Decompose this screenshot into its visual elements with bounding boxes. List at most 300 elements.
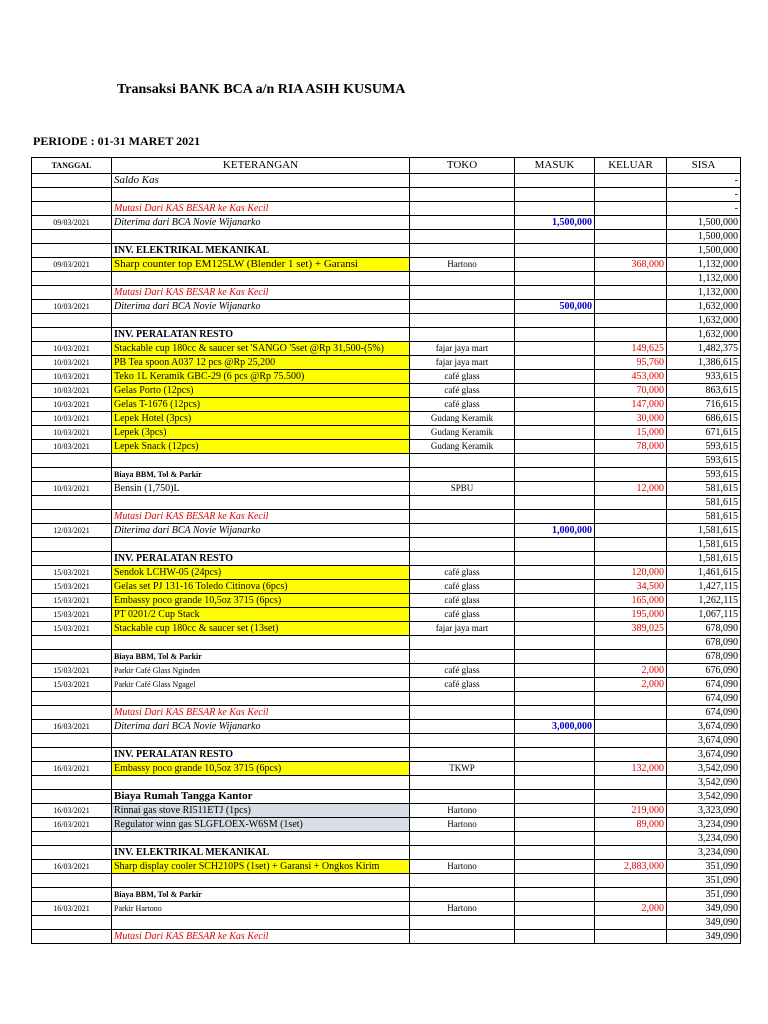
keluar-cell: 120,000 [595,566,667,580]
keluar-cell [595,552,667,566]
table-row [32,202,741,216]
table-row [32,510,741,524]
description-cell: Mutasi Dari KAS BESAR ke Kas Kecil [112,930,410,944]
keluar-cell [595,874,667,888]
keluar-cell [595,776,667,790]
store-cell [410,510,515,524]
table-header-row [32,158,741,174]
date-cell: 15/03/2021 [32,664,112,678]
description-cell: Lepek Snack (12pcs) [112,440,410,454]
table-row [32,762,741,776]
masuk-cell [515,622,595,636]
keluar-cell [595,636,667,650]
keluar-cell [595,286,667,300]
table-row [32,286,741,300]
description-cell: Embassy poco grande 10,5oz 3715 (6pcs) [112,762,410,776]
description-cell: INV. PERALATAN RESTO [112,328,410,342]
sisa-cell: 678,090 [667,622,741,636]
sisa-cell: 1,500,000 [667,216,741,230]
date-cell: 10/03/2021 [32,300,112,314]
sisa-cell: 1,067,115 [667,608,741,622]
description-cell: Lepek (3pcs) [112,426,410,440]
keluar-cell: 34,500 [595,580,667,594]
table-row [32,272,741,286]
date-cell: 15/03/2021 [32,580,112,594]
masuk-cell [515,608,595,622]
date-cell [32,916,112,930]
masuk-cell: 1,500,000 [515,216,595,230]
sisa-cell: 3,542,090 [667,790,741,804]
description-cell [112,314,410,328]
table-row [32,524,741,538]
header-toko: TOKO [410,158,515,174]
table-row [32,412,741,426]
store-cell [410,888,515,902]
table-row [32,860,741,874]
date-cell: 16/03/2021 [32,762,112,776]
table-row [32,440,741,454]
description-cell: Biaya Rumah Tangga Kantor [112,790,410,804]
description-cell: Mutasi Dari KAS BESAR ke Kas Kecil [112,706,410,720]
sisa-cell: 933,615 [667,370,741,384]
sisa-cell: 1,132,000 [667,286,741,300]
store-cell: Hartono [410,818,515,832]
description-cell: Biaya BBM, Tol & Parkir [112,468,410,482]
keluar-cell: 219,000 [595,804,667,818]
store-cell: café glass [410,594,515,608]
description-cell: Diterima dari BCA Novie Wijanarko [112,720,410,734]
description-cell: Parkir Café Glass Nginden [112,664,410,678]
description-cell: Stackable cup 180cc & saucer set 'SANGO '5set @Rp 31,500-(5%) [112,342,410,356]
date-cell: 09/03/2021 [32,258,112,272]
keluar-cell: 15,000 [595,426,667,440]
masuk-cell [515,888,595,902]
sisa-cell: 3,674,090 [667,748,741,762]
sisa-cell: 581,615 [667,510,741,524]
sisa-cell: 678,090 [667,636,741,650]
masuk-cell [515,790,595,804]
masuk-cell [515,342,595,356]
masuk-cell [515,566,595,580]
sisa-cell: 3,674,090 [667,720,741,734]
keluar-cell: 195,000 [595,608,667,622]
description-cell [112,230,410,244]
masuk-cell [515,510,595,524]
date-cell: 16/03/2021 [32,902,112,916]
table-row [32,188,741,202]
table-row [32,622,741,636]
sisa-cell: 593,615 [667,454,741,468]
keluar-cell: 2,000 [595,902,667,916]
keluar-cell [595,888,667,902]
description-cell [112,916,410,930]
description-cell: Sharp display cooler SCH210PS (1set) + Garansi + Ongkos Kirim [112,860,410,874]
masuk-cell [515,230,595,244]
header-tanggal: TANGGAL [32,158,112,174]
date-cell: 10/03/2021 [32,426,112,440]
masuk-cell [515,202,595,216]
sisa-cell: 581,615 [667,496,741,510]
store-cell: fajar jaya mart [410,342,515,356]
table-row [32,748,741,762]
keluar-cell [595,230,667,244]
table-row [32,552,741,566]
keluar-cell [595,202,667,216]
keluar-cell [595,468,667,482]
description-cell: INV. PERALATAN RESTO [112,748,410,762]
sisa-cell: - [667,202,741,216]
description-cell: INV. ELEKTRIKAL MEKANIKAL [112,244,410,258]
sisa-cell: 1,132,000 [667,258,741,272]
date-cell [32,272,112,286]
description-cell: Biaya BBM, Tol & Parkir [112,650,410,664]
description-cell: Parkir Café Glass Ngagel [112,678,410,692]
date-cell [32,188,112,202]
date-cell [32,832,112,846]
keluar-cell [595,734,667,748]
date-cell [32,692,112,706]
date-cell: 15/03/2021 [32,622,112,636]
table-row [32,230,741,244]
description-cell: Rinnai gas stove RI511ETJ (1pcs) [112,804,410,818]
keluar-cell: 2,883,000 [595,860,667,874]
header-sisa: SISA [667,158,741,174]
table-row [32,244,741,258]
header-masuk: MASUK [515,158,595,174]
table-row [32,720,741,734]
keluar-cell [595,538,667,552]
store-cell: café glass [410,384,515,398]
table-row [32,818,741,832]
store-cell [410,790,515,804]
sisa-cell: 671,615 [667,426,741,440]
table-row [32,608,741,622]
table-row [32,930,741,944]
header-keterangan: KETERANGAN [112,158,410,174]
description-cell: Embassy poco grande 10,5oz 3715 (6pcs) [112,594,410,608]
keluar-cell: 78,000 [595,440,667,454]
header-keluar: KELUAR [595,158,667,174]
date-cell [32,846,112,860]
store-cell: fajar jaya mart [410,356,515,370]
keluar-cell: 30,000 [595,412,667,426]
keluar-cell: 389,025 [595,622,667,636]
description-cell [112,454,410,468]
date-cell: 09/03/2021 [32,216,112,230]
store-cell: café glass [410,566,515,580]
masuk-cell [515,734,595,748]
store-cell [410,636,515,650]
sisa-cell: 581,615 [667,482,741,496]
sisa-cell: 3,674,090 [667,734,741,748]
date-cell [32,510,112,524]
table-row [32,650,741,664]
store-cell [410,706,515,720]
keluar-cell [595,454,667,468]
store-cell [410,552,515,566]
sisa-cell: 1,482,375 [667,342,741,356]
masuk-cell [515,776,595,790]
store-cell [410,300,515,314]
keluar-cell: 165,000 [595,594,667,608]
date-cell: 16/03/2021 [32,804,112,818]
store-cell: TKWP [410,762,515,776]
store-cell: café glass [410,370,515,384]
table-row [32,384,741,398]
masuk-cell [515,580,595,594]
keluar-cell [595,300,667,314]
store-cell [410,314,515,328]
sisa-cell: 1,500,000 [667,244,741,258]
masuk-cell [515,860,595,874]
masuk-cell [515,412,595,426]
date-cell [32,888,112,902]
date-cell: 16/03/2021 [32,720,112,734]
masuk-cell [515,188,595,202]
table-row [32,594,741,608]
masuk-cell [515,762,595,776]
date-cell: 10/03/2021 [32,370,112,384]
sisa-cell: 674,090 [667,706,741,720]
description-cell: Sharp counter top EM125LW (Blender 1 set) + Garansi [112,258,410,272]
masuk-cell [515,398,595,412]
table-row [32,300,741,314]
store-cell [410,244,515,258]
store-cell [410,454,515,468]
sisa-cell: 686,615 [667,412,741,426]
description-cell [112,636,410,650]
table-row [32,328,741,342]
store-cell: Gudang Keramik [410,412,515,426]
transaction-table [31,157,741,944]
masuk-cell [515,804,595,818]
masuk-cell [515,426,595,440]
store-cell: café glass [410,580,515,594]
sisa-cell: 3,542,090 [667,762,741,776]
description-cell: Mutasi Dari KAS BESAR ke Kas Kecil [112,286,410,300]
description-cell: Teko 1L Keramik GBC-29 (6 pcs @Rp 75.500) [112,370,410,384]
sisa-cell: 1,581,615 [667,524,741,538]
masuk-cell: 1,000,000 [515,524,595,538]
store-cell [410,916,515,930]
store-cell [410,272,515,286]
table-row [32,538,741,552]
keluar-cell [595,692,667,706]
masuk-cell [515,496,595,510]
store-cell: Gudang Keramik [410,426,515,440]
sisa-cell: 1,581,615 [667,538,741,552]
table-row [32,356,741,370]
table-row [32,342,741,356]
sisa-cell: 674,090 [667,678,741,692]
masuk-cell [515,846,595,860]
masuk-cell [515,930,595,944]
sisa-cell: 676,090 [667,664,741,678]
table-row [32,174,741,188]
keluar-cell [595,174,667,188]
store-cell [410,286,515,300]
description-cell [112,272,410,286]
masuk-cell: 3,000,000 [515,720,595,734]
sisa-cell: 593,615 [667,440,741,454]
sisa-cell: 716,615 [667,398,741,412]
masuk-cell [515,538,595,552]
masuk-cell [515,818,595,832]
table-row [32,916,741,930]
store-cell [410,328,515,342]
store-cell: fajar jaya mart [410,622,515,636]
description-cell: Mutasi Dari KAS BESAR ke Kas Kecil [112,510,410,524]
date-cell: 12/03/2021 [32,524,112,538]
table-body [32,174,741,944]
store-cell [410,496,515,510]
masuk-cell [515,468,595,482]
sisa-cell: 1,632,000 [667,328,741,342]
sisa-cell: 349,090 [667,916,741,930]
masuk-cell [515,874,595,888]
keluar-cell [595,916,667,930]
keluar-cell [595,496,667,510]
store-cell: SPBU [410,482,515,496]
keluar-cell [595,216,667,230]
masuk-cell [515,692,595,706]
sisa-cell: 1,262,115 [667,594,741,608]
sisa-cell: 3,323,090 [667,804,741,818]
date-cell [32,328,112,342]
description-cell: Parkir Hartono [112,902,410,916]
sisa-cell: 3,234,090 [667,818,741,832]
store-cell [410,720,515,734]
keluar-cell: 149,625 [595,342,667,356]
table-row [32,496,741,510]
table-row [32,426,741,440]
store-cell [410,468,515,482]
date-cell [32,454,112,468]
keluar-cell: 95,760 [595,356,667,370]
sisa-cell: 3,234,090 [667,832,741,846]
document-title: Transaksi BANK BCA a/n RIA ASIH KUSUMA [117,82,406,97]
description-cell: Mutasi Dari KAS BESAR ke Kas Kecil [112,202,410,216]
table-row [32,776,741,790]
description-cell [112,188,410,202]
date-cell [32,244,112,258]
store-cell [410,216,515,230]
store-cell: Hartono [410,902,515,916]
date-cell [32,706,112,720]
description-cell: Saldo Kas [112,174,410,188]
date-cell: 15/03/2021 [32,594,112,608]
store-cell [410,874,515,888]
date-cell [32,930,112,944]
keluar-cell [595,706,667,720]
masuk-cell [515,678,595,692]
sisa-cell: 349,090 [667,930,741,944]
date-cell [32,230,112,244]
masuk-cell [515,328,595,342]
description-cell [112,496,410,510]
sisa-cell: 1,132,000 [667,272,741,286]
sisa-cell: 1,386,615 [667,356,741,370]
masuk-cell [515,384,595,398]
date-cell [32,538,112,552]
sisa-cell: 863,615 [667,384,741,398]
table-row [32,216,741,230]
store-cell [410,846,515,860]
keluar-cell [595,188,667,202]
sisa-cell: 593,615 [667,468,741,482]
masuk-cell [515,370,595,384]
sisa-cell: 1,581,615 [667,552,741,566]
date-cell: 16/03/2021 [32,818,112,832]
store-cell [410,538,515,552]
sisa-cell: 674,090 [667,692,741,706]
table-row [32,566,741,580]
date-cell [32,552,112,566]
sisa-cell: 1,632,000 [667,300,741,314]
keluar-cell [595,314,667,328]
store-cell [410,230,515,244]
date-cell [32,496,112,510]
store-cell [410,748,515,762]
sisa-cell: 1,632,000 [667,314,741,328]
description-cell [112,692,410,706]
masuk-cell [515,454,595,468]
store-cell [410,524,515,538]
description-cell: Diterima dari BCA Novie Wijanarko [112,524,410,538]
store-cell [410,832,515,846]
keluar-cell: 12,000 [595,482,667,496]
store-cell: café glass [410,608,515,622]
store-cell [410,930,515,944]
masuk-cell [515,748,595,762]
table-row [32,902,741,916]
masuk-cell [515,272,595,286]
table-row [32,398,741,412]
description-cell: INV. PERALATAN RESTO [112,552,410,566]
description-cell [112,832,410,846]
keluar-cell: 132,000 [595,762,667,776]
sisa-cell: 3,542,090 [667,776,741,790]
table-row [32,706,741,720]
masuk-cell [515,902,595,916]
masuk-cell [515,664,595,678]
date-cell: 10/03/2021 [32,356,112,370]
keluar-cell: 453,000 [595,370,667,384]
masuk-cell [515,314,595,328]
table-row [32,482,741,496]
keluar-cell: 368,000 [595,258,667,272]
masuk-cell [515,636,595,650]
keluar-cell [595,524,667,538]
sisa-cell: 3,234,090 [667,846,741,860]
sisa-cell: 349,090 [667,902,741,916]
keluar-cell [595,832,667,846]
sisa-cell: 351,090 [667,874,741,888]
date-cell [32,636,112,650]
store-cell: café glass [410,398,515,412]
description-cell: Sendok LCHW-05 (24pcs) [112,566,410,580]
masuk-cell [515,258,595,272]
sisa-cell: - [667,174,741,188]
sisa-cell: 351,090 [667,888,741,902]
date-cell: 10/03/2021 [32,482,112,496]
date-cell [32,748,112,762]
date-cell [32,650,112,664]
store-cell: café glass [410,664,515,678]
sisa-cell: 1,500,000 [667,230,741,244]
masuk-cell [515,552,595,566]
keluar-cell: 2,000 [595,678,667,692]
